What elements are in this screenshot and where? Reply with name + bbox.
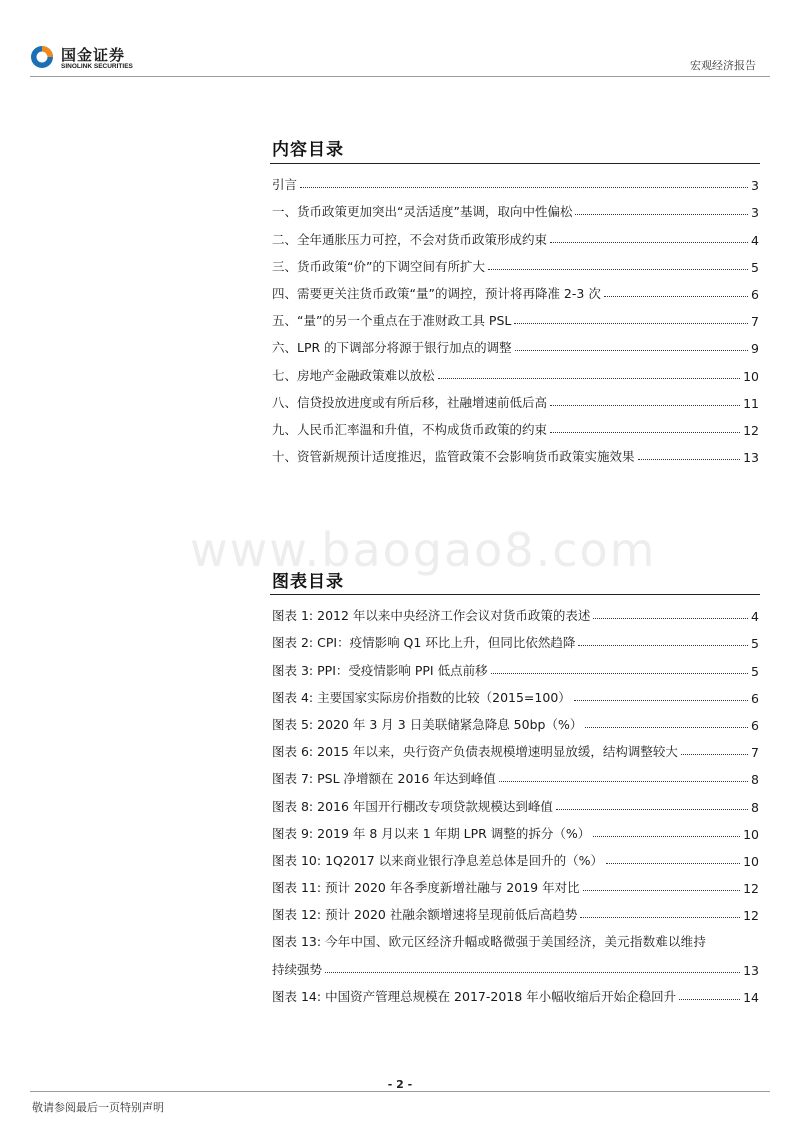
toc-item-page: 3	[751, 205, 759, 221]
toc-item[interactable]	[272, 302, 759, 329]
leader-dots	[514, 323, 748, 324]
toc-item[interactable]	[272, 438, 759, 465]
figure-label: 图表 10:	[272, 852, 322, 868]
toc-item-page: 4	[751, 232, 759, 248]
figure-page: 12	[743, 881, 759, 897]
leader-dots	[575, 214, 748, 215]
figure-page: 13	[743, 962, 759, 978]
figure-label: 图表 7:	[272, 771, 314, 787]
toc-item[interactable]	[272, 220, 759, 247]
logo-english-name: SINOLINK SECURITIES	[61, 63, 133, 70]
leader-dots	[585, 727, 748, 728]
toc-item-text: 引言	[272, 177, 298, 193]
figure-page: 4	[751, 609, 759, 625]
toc-item[interactable]	[272, 166, 759, 193]
figure-item[interactable]	[272, 624, 759, 651]
leader-dots	[550, 432, 740, 433]
leader-dots	[593, 836, 740, 837]
toc-item-page: 5	[751, 259, 759, 275]
leader-dots	[574, 700, 748, 701]
figure-caption: PSL 净增额在 2016 年达到峰值	[317, 771, 496, 787]
figure-label: 图表 3:	[272, 662, 314, 678]
leader-dots	[606, 863, 740, 864]
toc-item-page: 13	[743, 450, 759, 466]
figure-item[interactable]	[272, 869, 759, 896]
figure-caption: 2019 年 8 月以来 1 年期 LPR 调整的拆分（%）	[317, 825, 591, 841]
figure-caption: 1Q2017 以来商业银行净息差总体是回升的（%）	[325, 852, 604, 868]
toc-item-page: 10	[743, 368, 759, 384]
watermark-text: www.baogao8.com	[190, 523, 657, 577]
toc-list	[272, 166, 759, 465]
toc-item-text: 八、信贷投放进度或有所后移，社融增速前低后高	[272, 394, 548, 410]
toc-item-text: 六、LPR 的下调部分将源于银行加点的调整	[272, 340, 512, 356]
figure-label: 图表 4:	[272, 689, 314, 705]
figure-caption: 预计 2020 年各季度新增社融与 2019 年对比	[325, 880, 580, 896]
figure-label: 图表 13:	[272, 934, 322, 950]
toc-item-text: 二、全年通胀压力可控，不会对货币政策形成约束	[272, 231, 548, 247]
toc-item[interactable]	[272, 411, 759, 438]
toc-item[interactable]	[272, 275, 759, 302]
figure-caption: 中国资产管理总规模在 2017-2018 年小幅收缩后开始企稳回升	[325, 988, 677, 1004]
figure-item[interactable]	[272, 923, 759, 950]
toc-item-page: 9	[751, 341, 759, 357]
sinolink-logo-icon	[30, 45, 54, 69]
figure-item[interactable]	[272, 597, 759, 624]
figure-item[interactable]	[272, 733, 759, 760]
figure-item[interactable]	[272, 815, 759, 842]
figure-item[interactable]	[272, 842, 759, 869]
figure-page: 6	[751, 690, 759, 706]
figure-label: 图表 12:	[272, 907, 322, 923]
figure-caption: PPI：受疫情影响 PPI 低点前移	[317, 662, 488, 678]
leader-dots	[488, 269, 748, 270]
figures-list	[272, 597, 759, 1005]
leader-dots	[550, 405, 740, 406]
figure-page: 5	[751, 663, 759, 679]
figures-title-rule	[270, 594, 760, 595]
toc-item-page: 6	[751, 286, 759, 302]
leader-dots	[638, 459, 741, 460]
figure-label: 图表 5:	[272, 716, 314, 732]
leader-dots	[491, 673, 748, 674]
toc-item-page: 12	[743, 422, 759, 438]
figures-title: 图表目录	[272, 572, 344, 592]
figure-caption: 今年中国、欧元区经济升幅或略微强于美国经济，美元指数难以维持	[325, 934, 707, 950]
leader-dots	[556, 809, 748, 810]
figure-caption: 2015 年以来，央行资产负债表规模增速明显放缓，结构调整较大	[317, 744, 678, 760]
toc-item[interactable]	[272, 329, 759, 356]
figure-item[interactable]	[272, 679, 759, 706]
toc-item-text: 三、货币政策“价”的下调空间有所扩大	[272, 258, 485, 274]
leader-dots	[593, 618, 748, 619]
figure-page: 10	[743, 826, 759, 842]
toc-item[interactable]	[272, 193, 759, 220]
figure-caption: 2016 年国开行棚改专项贷款规模达到峰值	[317, 798, 553, 814]
toc-item[interactable]	[272, 356, 759, 383]
leader-dots	[300, 187, 748, 188]
figure-page: 8	[751, 799, 759, 815]
leader-dots	[550, 242, 748, 243]
figure-item[interactable]	[272, 978, 759, 1005]
toc-item-text: 四、需要更关注货币政策“量”的调控，预计将再降准 2-3 次	[272, 285, 601, 301]
figure-label: 图表 8:	[272, 798, 314, 814]
figure-page: 10	[743, 853, 759, 869]
figure-caption: 2012 年以来中央经济工作会议对货币政策的表述	[317, 608, 591, 624]
toc-item-text: 十、资管新规预计适度推迟，监管政策不会影响货币政策实施效果	[272, 449, 635, 465]
leader-dots	[578, 645, 748, 646]
toc-item-page: 7	[751, 314, 759, 330]
toc-item-text: 九、人民币汇率温和升值，不构成货币政策的约束	[272, 421, 548, 437]
figure-caption-continued: 持续强势	[272, 961, 323, 977]
figure-page: 5	[751, 636, 759, 652]
figure-page: 12	[743, 908, 759, 924]
figure-caption: 2020 年 3 月 3 日美联储紧急降息 50bp（%）	[317, 716, 583, 732]
toc-title: 内容目录	[272, 140, 344, 160]
leader-dots	[325, 972, 740, 973]
toc-item-page: 3	[751, 178, 759, 194]
figure-label: 图表 2:	[272, 635, 314, 651]
leader-dots	[681, 754, 748, 755]
figure-item[interactable]	[272, 651, 759, 678]
figure-item[interactable]	[272, 896, 759, 923]
toc-item-text: 五、“量”的另一个重点在于准财政工具 PSL	[272, 313, 512, 329]
figure-label: 图表 1:	[272, 608, 314, 624]
figure-label: 图表 9:	[272, 825, 314, 841]
figure-item[interactable]	[272, 760, 759, 787]
toc-item-text: 七、房地产金融政策难以放松	[272, 367, 435, 383]
toc-item[interactable]	[272, 248, 759, 275]
figure-caption: 主要国家实际房价指数的比较（2015=100）	[317, 689, 571, 705]
figure-page: 14	[743, 989, 759, 1005]
page-number: - 2 -	[387, 1078, 413, 1091]
leader-dots	[499, 781, 748, 782]
leader-dots	[604, 296, 748, 297]
logo-chinese-name: 国金证券	[61, 46, 126, 64]
figure-page: 6	[751, 717, 759, 733]
leader-dots	[515, 350, 748, 351]
figure-label: 图表 14:	[272, 988, 322, 1004]
figure-caption: 预计 2020 社融余额增速将呈现前低后高趋势	[325, 907, 578, 923]
figure-item-continued[interactable]	[272, 950, 759, 977]
company-logo	[30, 44, 150, 74]
leader-dots	[438, 378, 741, 379]
leader-dots	[679, 999, 740, 1000]
figure-page: 8	[751, 772, 759, 788]
toc-title-rule	[270, 163, 760, 164]
toc-item[interactable]	[272, 384, 759, 411]
report-type-label: 宏观经济报告	[690, 59, 756, 72]
toc-item-page: 11	[743, 395, 759, 411]
disclaimer-note: 敬请参阅最后一页特别声明	[32, 1101, 164, 1114]
figure-item[interactable]	[272, 706, 759, 733]
figure-label: 图表 11:	[272, 880, 322, 896]
toc-item-text: 一、货币政策更加突出“灵活适度”基调，取向中性偏松	[272, 204, 573, 220]
leader-dots	[583, 890, 740, 891]
figure-page: 7	[751, 745, 759, 761]
figure-item[interactable]	[272, 787, 759, 814]
figure-caption: CPI：疫情影响 Q1 环比上升，但同比依然趋降	[317, 635, 576, 651]
header-divider	[30, 76, 770, 77]
footer-divider	[30, 1091, 770, 1092]
leader-dots	[580, 917, 740, 918]
figure-label: 图表 6:	[272, 744, 314, 760]
